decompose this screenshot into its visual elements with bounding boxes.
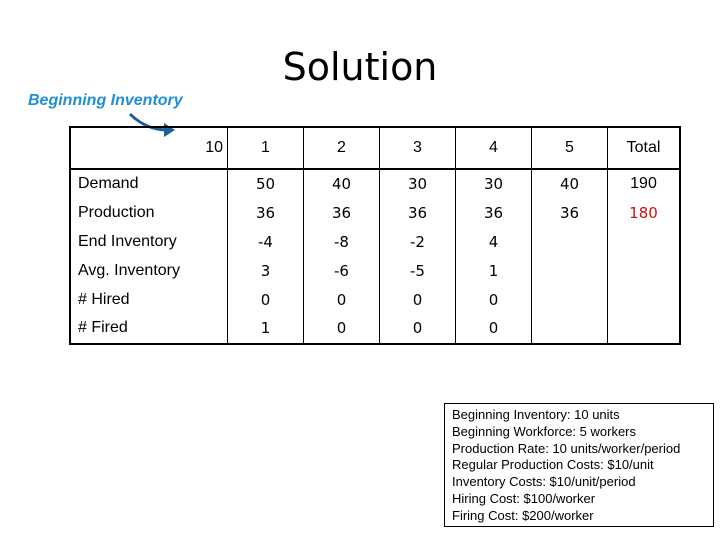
header-period-3: 3: [380, 127, 456, 169]
table-cell: -2: [380, 228, 456, 257]
table-cell: [608, 228, 681, 257]
row-label: Demand: [70, 169, 228, 199]
table-cell: 4: [456, 228, 532, 257]
table-cell: 30: [380, 169, 456, 199]
header-initial-value: 10: [205, 139, 223, 156]
info-line: Inventory Costs: $10/unit/period: [452, 474, 636, 490]
table-cell: 0: [304, 285, 380, 314]
table-cell: 0: [456, 285, 532, 314]
table-cell: -8: [304, 228, 380, 257]
table-header-row: [70, 127, 680, 169]
table-cell: 0: [380, 285, 456, 314]
table-cell: 1: [228, 314, 304, 344]
row-label: End Inventory: [70, 228, 228, 257]
table-cell: 0: [228, 285, 304, 314]
row-label: # Hired: [70, 285, 228, 314]
table-cell: -5: [380, 256, 456, 285]
header-total: Total: [608, 127, 681, 169]
info-line: Beginning Workforce: 5 workers: [452, 423, 637, 439]
header-period-2: 2: [304, 127, 380, 169]
header-period-1: 1: [228, 127, 304, 169]
table-cell: 36: [304, 199, 380, 228]
info-line: Regular Production Costs: $10/unit: [452, 457, 654, 473]
page-title: Solution: [282, 45, 438, 89]
info-line: Production Rate: 10 units/worker/period: [452, 440, 681, 456]
production-total: 180: [608, 199, 681, 228]
row-label: Avg. Inventory: [70, 256, 228, 285]
table-cell: [608, 285, 681, 314]
table-cell: [608, 256, 681, 285]
table-cell: 0: [304, 314, 380, 344]
table-cell: 36: [380, 199, 456, 228]
beginning-inventory-callout: Beginning Inventory: [28, 92, 183, 109]
table-cell: 0: [456, 314, 532, 344]
inventory-plan-table: [69, 126, 681, 345]
table-cell: 40: [304, 169, 380, 199]
demand-total: 190: [608, 169, 681, 199]
table-cell: -4: [228, 228, 304, 257]
table-cell: 1: [456, 256, 532, 285]
info-line: Hiring Cost: $100/worker: [452, 490, 596, 506]
table-cell: 0: [380, 314, 456, 344]
table-row-demand: [70, 169, 680, 199]
table-cell: [532, 228, 608, 257]
table-row-end-inventory: [70, 228, 680, 257]
table-cell: 3: [228, 256, 304, 285]
table-cell: [532, 285, 608, 314]
header-period-4: 4: [456, 127, 532, 169]
row-label: Production: [70, 199, 228, 228]
table-row-hired: [70, 285, 680, 314]
table-cell: -6: [304, 256, 380, 285]
header-initial-cell: [70, 127, 228, 169]
table-cell: 36: [456, 199, 532, 228]
table-row-fired: [70, 314, 680, 344]
table-cell: 50: [228, 169, 304, 199]
table-row-avg-inventory: [70, 256, 680, 285]
table-cell: 30: [456, 169, 532, 199]
info-line: Beginning Inventory: 10 units: [452, 407, 620, 422]
table-cell: 36: [532, 199, 608, 228]
table-cell: 36: [228, 199, 304, 228]
table-cell: [608, 314, 681, 344]
info-line: Firing Cost: $200/worker: [452, 507, 594, 523]
table-cell: 40: [532, 169, 608, 199]
table-cell: [532, 314, 608, 344]
row-label: # Fired: [70, 314, 228, 344]
problem-parameters-box: [444, 403, 714, 527]
table-row-production: [70, 199, 680, 228]
table-cell: [532, 256, 608, 285]
header-period-5: 5: [532, 127, 608, 169]
